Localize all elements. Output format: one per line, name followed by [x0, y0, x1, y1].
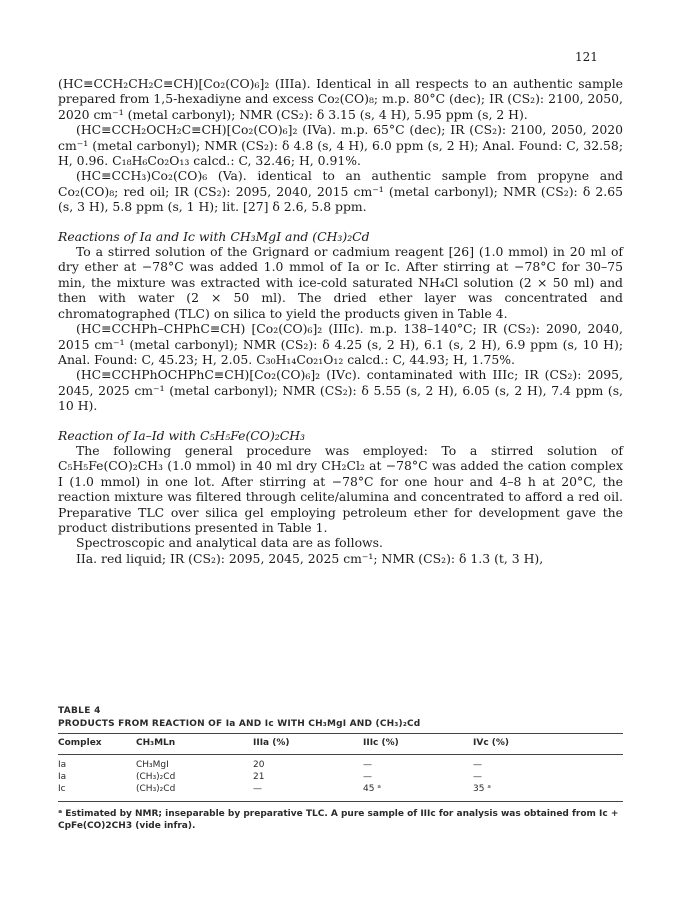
table-4 — [58, 706, 623, 832]
table-row — [58, 759, 623, 771]
table-bottom-rule — [58, 801, 623, 802]
table-cell: — — [253, 784, 262, 794]
header-reagent: CH₃MLn — [136, 738, 176, 748]
section-heading: Reactions of Ia and Ic with CH₃MgI and (CH₃)₂Cd — [58, 228, 370, 244]
table-title: PRODUCTS FROM REACTION OF Ia AND Ic WITH CH₃MgI AND (CH₃)₂Cd — [58, 719, 421, 729]
body-text — [58, 76, 623, 566]
table-header-row — [58, 734, 623, 754]
paragraph: To a stirred solution of the Grignard or cadmium reagent [26] (1.0 mmol) in 20 ml of dry ether at −78°C was added 1.0 mmol of Ia or Ic. After stirring at −78°C for 30–75 min, the mixture was extracted with ice-cold saturated NH₄Cl solution (2 × 50 ml) and then with water (2 × 50 ml). The dried ether layer was concentrated and chromatographed (TLC) on silica to yield the products given in Table 4. — [58, 244, 623, 321]
paragraph: (HC≡CCHPhOCHPhC≡CH)[Co₂(CO)₆]₂ (IVc). contaminated with IIIc; IR (CS₂): 2095, 2045, 2025 cm⁻¹ (metal carbonyl); NMR (CS₂): δ 5.55 (s, 2 H), 6.05 (s, 2 H), 7.4 ppm (s, 10 H). — [58, 367, 623, 414]
section-heading: Reaction of Ia–Id with C₅H₅Fe(CO)₂CH₃ — [58, 427, 306, 443]
table-cell: 21 — [253, 772, 265, 782]
paragraph: The following general procedure was employed: To a stirred solution of C₅H₅Fe(CO)₂CH₃ (1.0 mmol) in 40 ml dry CH₂Cl₂ at −78°C was added the cation complex I (1.0 mmol) in one lot. After stirring at −78°C for one hour and 4–8 h at 20°C, the reaction mixture was filtered through celite/alumina and concentrated to afford a red oil. Preparative TLC over silica gel employing petroleum ether for development gave the product distributions presented in Table 1. — [58, 442, 623, 535]
table-cell: CH₃MgI — [136, 760, 169, 770]
paragraph: Spectroscopic and analytical data are as follows. — [76, 535, 383, 551]
paragraph: (HC≡CCHPh–CHPhC≡CH) [Co₂(CO)₆]₂ (IIIc). m.p. 138–140°C; IR (CS₂): 2090, 2040, 2015 cm⁻¹ (metal carbonyl); NMR (CS₂): δ 4.25 (s, 2 H), 6.1 (s, 2 H), 6.9 ppm (s, 10 H); Anal. Found: C, 45.23; H, 2.05. C₃₀H₁₄Co₂₁O₁₂ calcd.: C, 44.93; H, 1.75%. — [58, 321, 623, 367]
table-cell: 20 — [253, 760, 265, 770]
table-cell: Ia — [58, 772, 67, 782]
table-footnote: ᵃ Estimated by NMR; inseparable by preparative TLC. A pure sample of IIIc for analysis was obtained from Ic + CpFe(CO)2CH3 (vide infra). — [58, 809, 619, 831]
header-ivc: IVc (%) — [473, 738, 510, 748]
table-cell: (CH₃)₂Cd — [136, 784, 176, 794]
table-cell: 35 ᵃ — [473, 784, 491, 794]
paragraph: (HC≡CCH₂OCH₂C≡CH)[Co₂(CO)₆]₂ (IVa). m.p. 65°C (dec); IR (CS₂): 2100, 2050, 2020 cm⁻¹ (metal carbonyl); NMR (CS₂): δ 4.8 (s, 4 H), 6.0 ppm (s, 2 H); Anal. Found: C, 32.58; H, 0.96. C₁₈H₆Co₂O₁₃ calcd.: C, 32.46; H, 0.91%. — [58, 122, 623, 169]
table-cell: — — [473, 772, 482, 782]
paragraph: IIa. red liquid; IR (CS₂): 2095, 2045, 2025 cm⁻¹; NMR (CS₂): δ 1.3 (t, 3 H), — [76, 550, 544, 566]
table-cell: Ic — [58, 784, 66, 794]
paragraph: (HC≡CCH₃)Co₂(CO)₆ (Va). identical to an authentic sample from propyne and Co₂(CO)₈; red oil; IR (CS₂): 2095, 2040, 2015 cm⁻¹ (metal carbonyl); NMR (CS₂): δ 2.65 (s, 3 H), 5.8 ppm (s, 1 H); lit. [27] δ 2.6, 5.8 ppm. — [58, 168, 623, 215]
header-complex: Complex — [58, 738, 102, 748]
table-cell: (CH₃)₂Cd — [136, 772, 176, 782]
table-cell: — — [363, 760, 372, 770]
page-number: 121 — [575, 50, 598, 64]
table-cell: 45 ᵃ — [363, 784, 381, 794]
table-grid — [58, 734, 623, 802]
header-iiia: IIIa (%) — [253, 738, 290, 748]
table-label: TABLE 4 — [58, 706, 101, 716]
table-cell: Ia — [58, 760, 67, 770]
header-iiic: IIIc (%) — [363, 738, 399, 748]
table-row — [58, 771, 623, 783]
table-cell: — — [363, 772, 372, 782]
table-cell: — — [473, 760, 482, 770]
paragraph: (HC≡CCH₂CH₂C≡CH)[Co₂(CO)₆]₂ (IIIa). Identical in all respects to an authentic sample prepared from 1,5-hexadiyne and excess Co₂(CO)₈; m.p. 80°C (dec); IR (CS₂): 2100, 2050, 2020 cm⁻¹ (metal carbonyl); NMR (CS₂): δ 3.15 (s, 4 H), 5.95 ppm (s, 2 H). — [58, 76, 623, 122]
table-row — [58, 783, 623, 795]
